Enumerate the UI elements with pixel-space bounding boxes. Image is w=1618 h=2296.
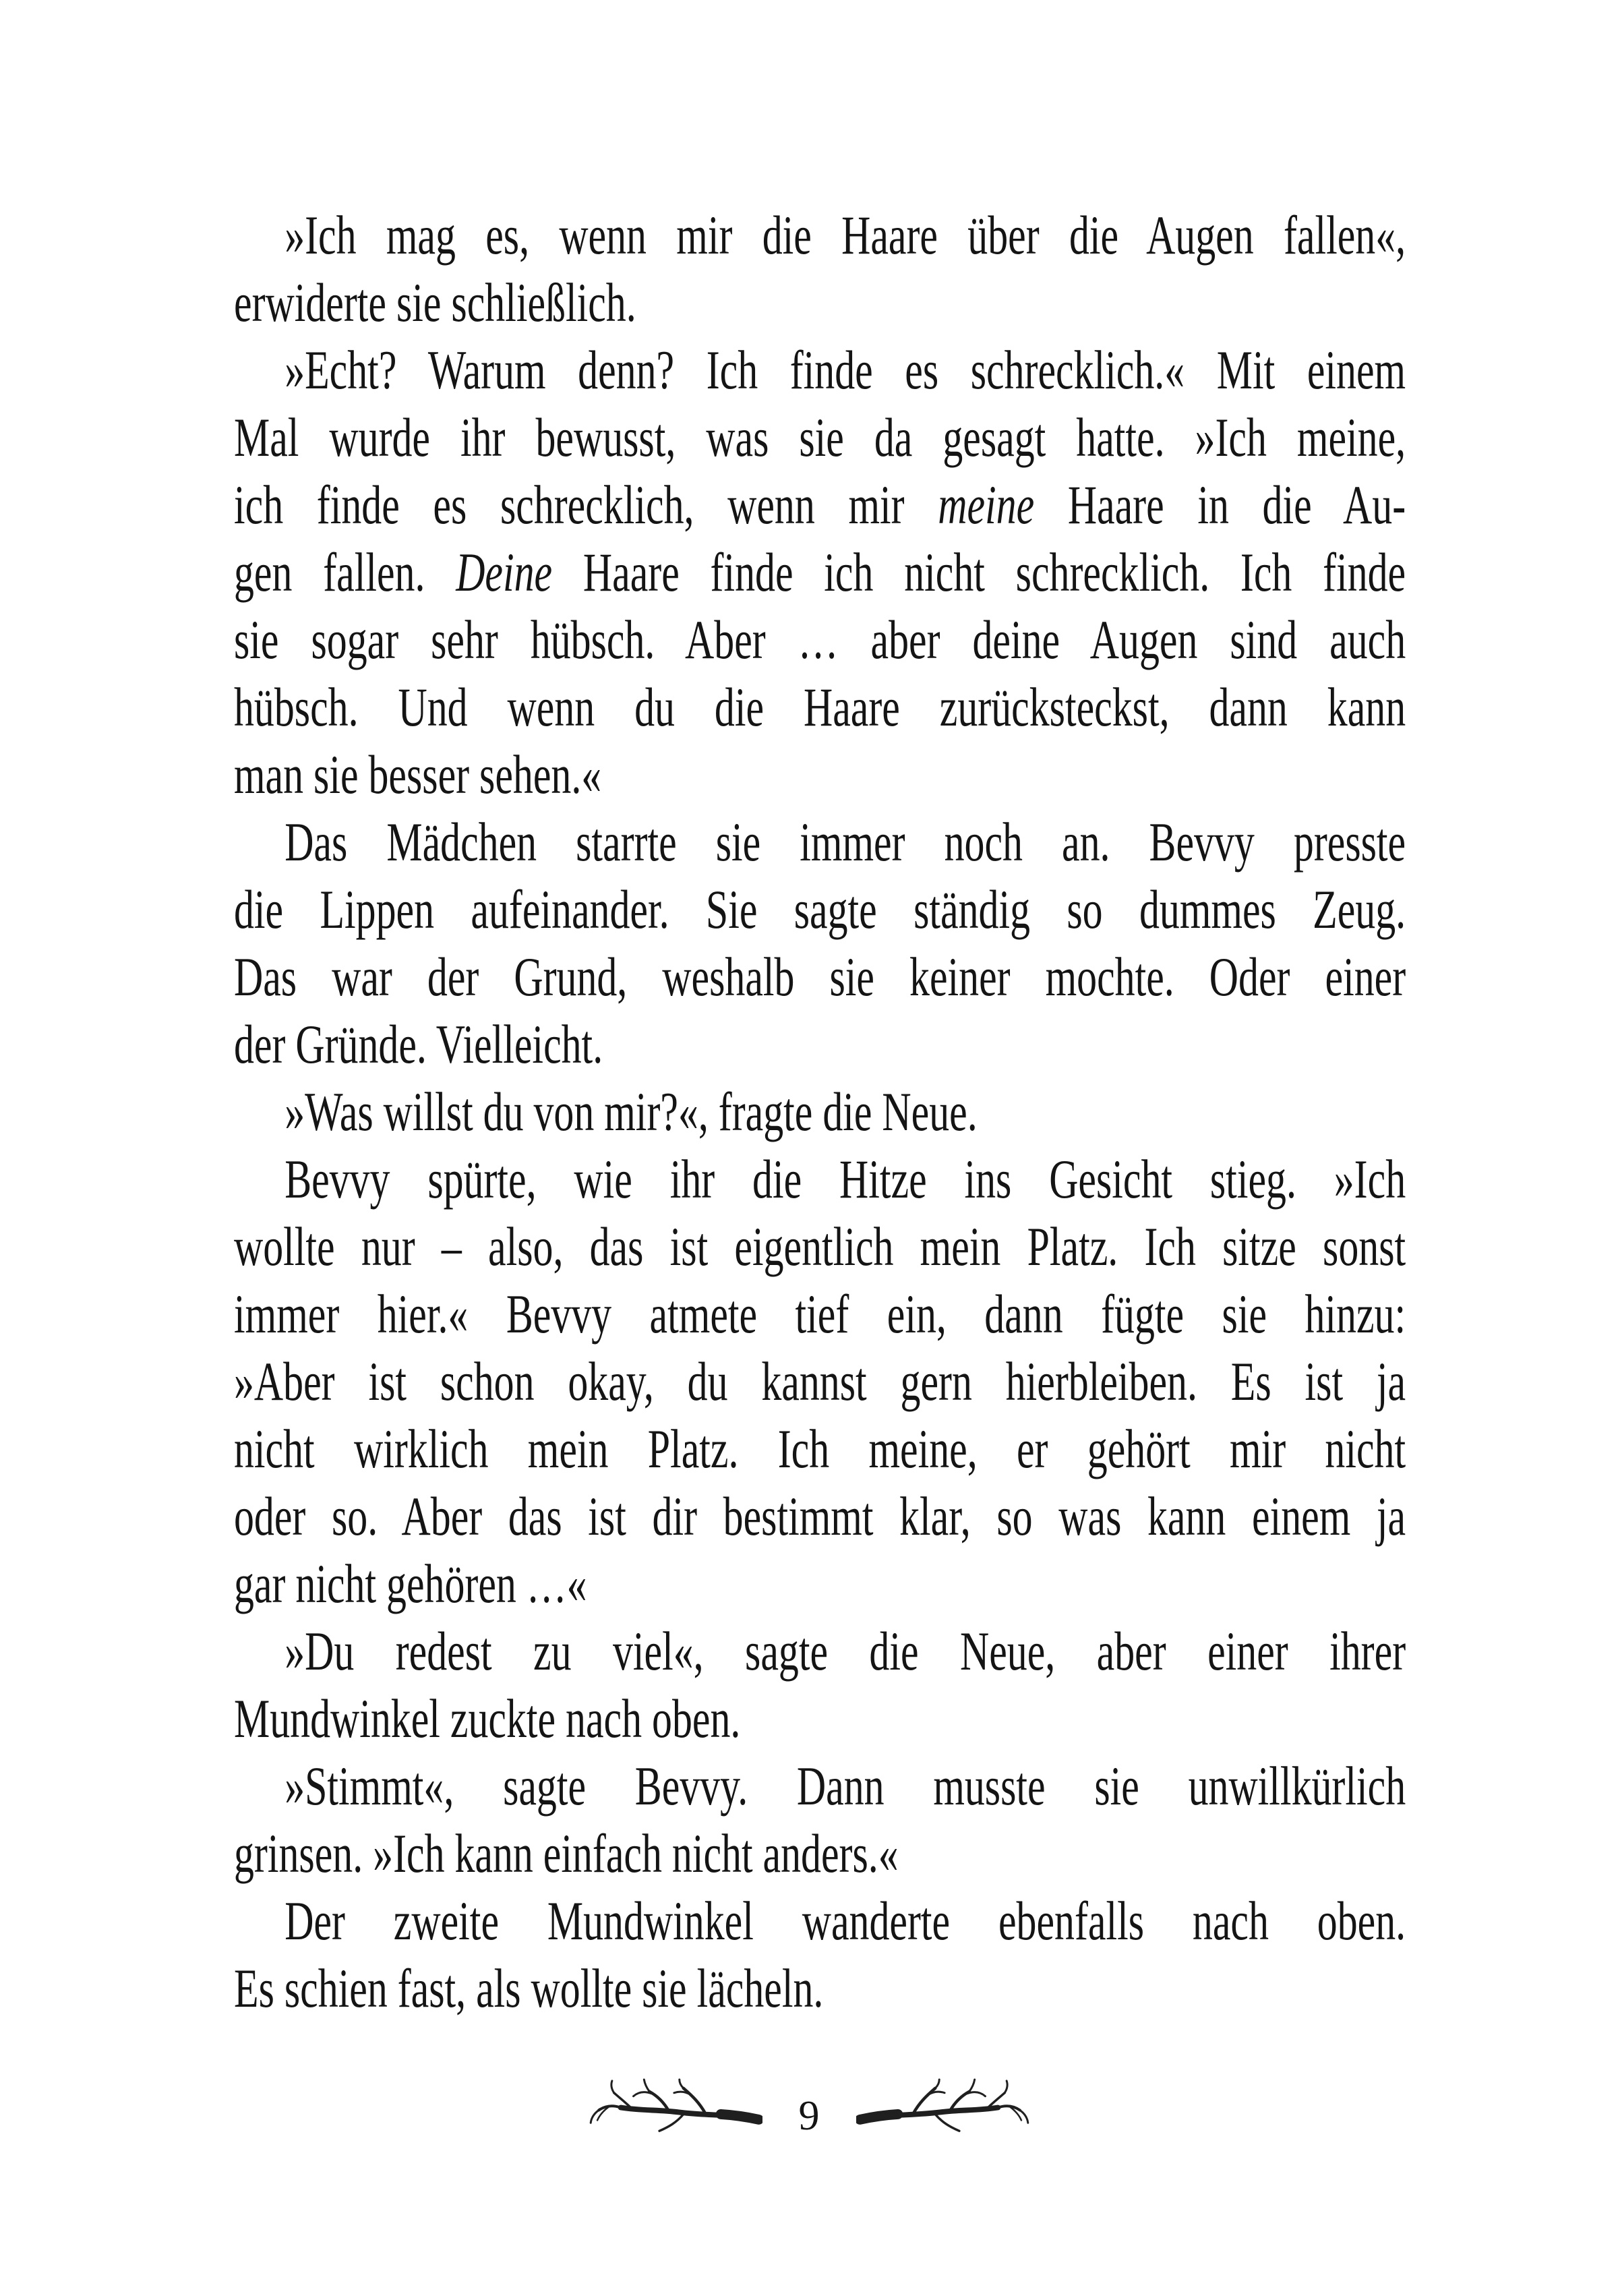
text-line: [234, 943, 1406, 1011]
text-segment: »Ich mag es, wenn mir die Haare über die Augen fallen«,: [284, 204, 1406, 266]
text-line: [234, 1011, 1406, 1078]
text-line: [234, 1078, 1406, 1146]
text-segment: Es schien fast, als wollte sie lächeln.: [234, 1958, 824, 2019]
paragraph: [234, 1753, 1406, 1887]
text-segment: Haare finde ich nicht schrecklich. Ich finde: [552, 541, 1406, 603]
text-line: [234, 404, 1406, 471]
text-line: [234, 808, 1406, 876]
text-line: [234, 1483, 1406, 1550]
text-line: [234, 1955, 1406, 2022]
text-segment: »Aber ist schon okay, du kannst gern hierbleiben. Es ist ja: [234, 1351, 1406, 1412]
paragraph: [234, 808, 1406, 1078]
text-line: [234, 1146, 1406, 1213]
text-line: [234, 606, 1406, 674]
text-segment: grinsen. »Ich kann einfach nicht anders.«: [234, 1823, 899, 1884]
branch-ornament-left-icon: [568, 2078, 762, 2141]
text-line: [234, 1550, 1406, 1618]
text-line: [234, 539, 1406, 606]
text-line: [234, 336, 1406, 404]
text-segment: Deine: [456, 541, 553, 603]
text-segment: »Stimmt«, sagte Bevvy. Dann musste sie unwillkürlich: [284, 1755, 1406, 1817]
text-segment: Haare in die Au-: [1034, 474, 1406, 535]
text-segment: oder so. Aber das ist dir bestimmt klar, so was kann einem ja: [234, 1485, 1406, 1547]
text-line: [234, 471, 1406, 539]
text-line: [234, 1281, 1406, 1348]
text-segment: Bevvy spürte, wie ihr die Hitze ins Gesicht stieg. »Ich: [284, 1148, 1406, 1210]
text-segment: Das war der Grund, weshalb sie keiner mochte. Oder einer: [234, 946, 1406, 1007]
paragraph: [234, 1146, 1406, 1618]
text-segment: ich finde es schrecklich, wenn mir: [234, 474, 938, 535]
text-line: [234, 1753, 1406, 1820]
page-number: 9: [798, 2093, 820, 2139]
text-segment: Der zweite Mundwinkel wanderte ebenfalls nach oben.: [284, 1890, 1406, 1951]
text-segment: »Echt? Warum denn? Ich finde es schrecklich.« Mit einem: [284, 339, 1406, 401]
text-segment: erwiderte sie schließlich.: [234, 272, 636, 333]
text-line: [234, 1820, 1406, 1887]
text-segment: Mal wurde ihr bewusst, was sie da gesagt hatte. »Ich meine,: [234, 407, 1406, 468]
paragraph: [234, 1618, 1406, 1753]
text-line: [234, 1887, 1406, 1955]
text-line: [234, 1618, 1406, 1685]
text-segment: gen fallen.: [234, 541, 456, 603]
text-segment: wollte nur – also, das ist eigentlich mein Platz. Ich sitze sonst: [234, 1216, 1406, 1277]
text-segment: hübsch. Und wenn du die Haare zurücksteckst, dann kann: [234, 676, 1406, 738]
text-line: [234, 202, 1406, 269]
text-line: [234, 1348, 1406, 1415]
text-line: [234, 876, 1406, 943]
text-line: [234, 741, 1406, 808]
text-segment: die Lippen aufeinander. Sie sagte ständig so dummes Zeug.: [234, 879, 1406, 940]
text-line: [234, 1213, 1406, 1281]
text-segment: Das Mädchen starrte sie immer noch an. Bevvy presste: [284, 811, 1406, 873]
text-line: [234, 1685, 1406, 1753]
text-segment: sie sogar sehr hübsch. Aber … aber deine Augen sind auch: [234, 609, 1406, 670]
text-line: [234, 1415, 1406, 1483]
text-segment: man sie besser sehen.«: [234, 744, 602, 805]
paragraph: [234, 336, 1406, 808]
text-segment: der Gründe. Vielleicht.: [234, 1013, 603, 1075]
text-segment: meine: [938, 474, 1035, 535]
page-text: [234, 202, 1406, 2022]
branch-ornament-right-icon: [856, 2078, 1050, 2141]
text-line: [234, 269, 1406, 336]
paragraph: [234, 1887, 1406, 2022]
paragraph: [234, 1078, 1406, 1146]
text-segment: gar nicht gehören …«: [234, 1553, 587, 1614]
text-segment: »Du redest zu viel«, sagte die Neue, aber einer ihrer: [284, 1620, 1406, 1682]
text-line: [234, 674, 1406, 741]
text-segment: Mundwinkel zuckte nach oben.: [234, 1688, 741, 1749]
paragraph: [234, 202, 1406, 336]
text-segment: »Was willst du von mir?«, fragte die Neue.: [284, 1081, 978, 1142]
page-footer: [0, 2076, 1618, 2143]
text-segment: nicht wirklich mein Platz. Ich meine, er gehört mir nicht: [234, 1418, 1406, 1479]
text-segment: immer hier.« Bevvy atmete tief ein, dann fügte sie hinzu:: [234, 1283, 1406, 1345]
